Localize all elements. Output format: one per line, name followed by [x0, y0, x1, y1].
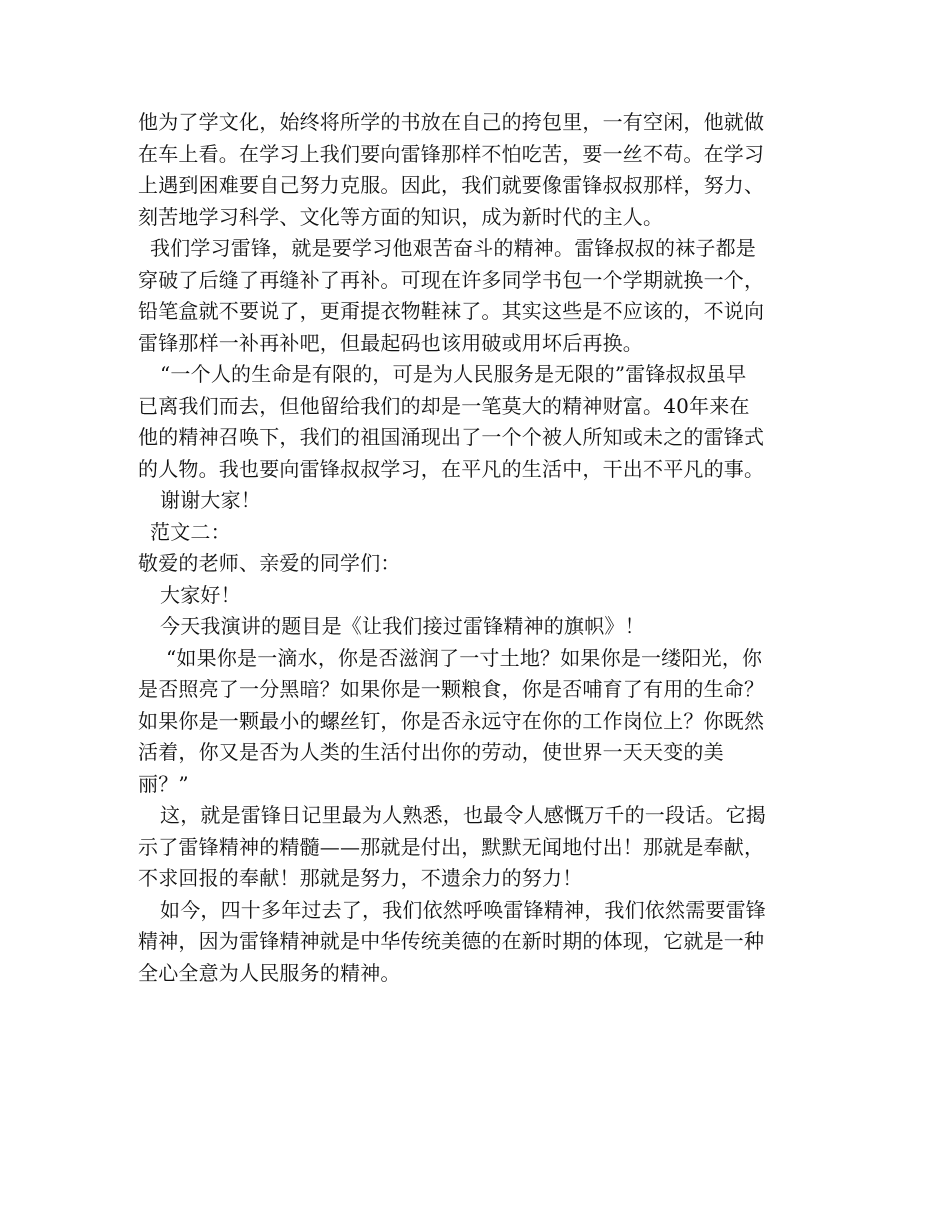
text-line-18: “如果你是一滴水，你是否滋润了一寸土地？如果你是一缕阳光，你: [166, 645, 763, 670]
text-line-8: 雷锋那样一补再补吧，但最起码也该用破或用坏后再换。: [138, 330, 643, 355]
text-line-1: 他为了学文化，始终将所学的书放在自己的挎包里，一有空闲，他就做: [138, 110, 765, 134]
text-line-24: 示了雷锋精神的精髓——那就是付出，默默无闻地付出！那就是奉献，: [138, 834, 765, 859]
text-line-20: 如果你是一颗最小的螺丝钉，你是否永远守在你的工作岗位上？你既然: [138, 708, 765, 733]
text-line-19: 是否照亮了一分黑暗？如果你是一颗粮食，你是否哺育了有用的生命？: [138, 677, 765, 701]
text-line-12: 的人物。我也要向雷锋叔叔学习，在平凡的生活中，干出不平凡的事。: [138, 456, 765, 481]
text-line-6: 穿破了后缝了再缝补了再补。可现在许多同学书包一个学期就换一个，: [138, 267, 765, 292]
text-line-28: 全心全意为人民服务的精神。: [138, 960, 401, 985]
text-line-7: 铅笔盒就不要说了，更甭提衣物鞋袜了。其实这些是不应该的，不说向: [138, 299, 765, 323]
text-line-17: 今天我演讲的题目是《让我们接过雷锋精神的旗帜》！: [160, 614, 645, 638]
text-line-11: 他的精神召唤下，我们的祖国涌现出了一个个被人所知或未之的雷锋式: [138, 425, 765, 449]
text-line-14: 范文二：: [150, 519, 231, 544]
text-line-2: 在车上看。在学习上我们要向雷锋那样不怕吃苦，要一丝不苟。在学习: [138, 141, 765, 166]
text-line-5: 我们学习雷锋，就是要学习他艰苦奋斗的精神。雷锋叔叔的袜子都是: [150, 236, 756, 260]
text-line-4: 刻苦地学习科学、文化等方面的知识，成为新时代的主人。: [138, 204, 664, 229]
text-line-23: 这，就是雷锋日记里最为人熟悉，也最令人感慨万千的一段话。它揭: [160, 803, 766, 827]
text-line-15: 敬爱的老师、亲爱的同学们：: [138, 551, 401, 575]
text-line-21: 活着，你又是否为人类的生活付出你的劳动，使世界一天天变的美: [138, 740, 724, 764]
text-line-26: 如今，四十多年过去了，我们依然呼唤雷锋精神，我们依然需要雷锋: [160, 897, 766, 922]
text-line-13: 谢谢大家！: [160, 488, 261, 512]
text-line-27: 精神，因为雷锋精神就是中华传统美德的在新时期的体现，它就是一种: [138, 929, 765, 953]
text-line-10: 已离我们而去，但他留给我们的却是一笔莫大的精神财富。40年来在: [138, 393, 750, 418]
document-body: [138, 107, 818, 989]
text-line-16: 大家好！: [160, 582, 241, 607]
text-line-9: “一个人的生命是有限的，可是为人民服务是无限的”雷锋叔叔虽早: [160, 362, 747, 386]
text-line-25: 不求回报的奉献！那就是努力，不遗余力的努力！: [138, 866, 583, 890]
text-line-3: 上遇到困难要自己努力克服。因此，我们就要像雷锋叔叔那样，努力、: [138, 173, 765, 197]
text-line-22: 丽？”: [138, 771, 189, 796]
